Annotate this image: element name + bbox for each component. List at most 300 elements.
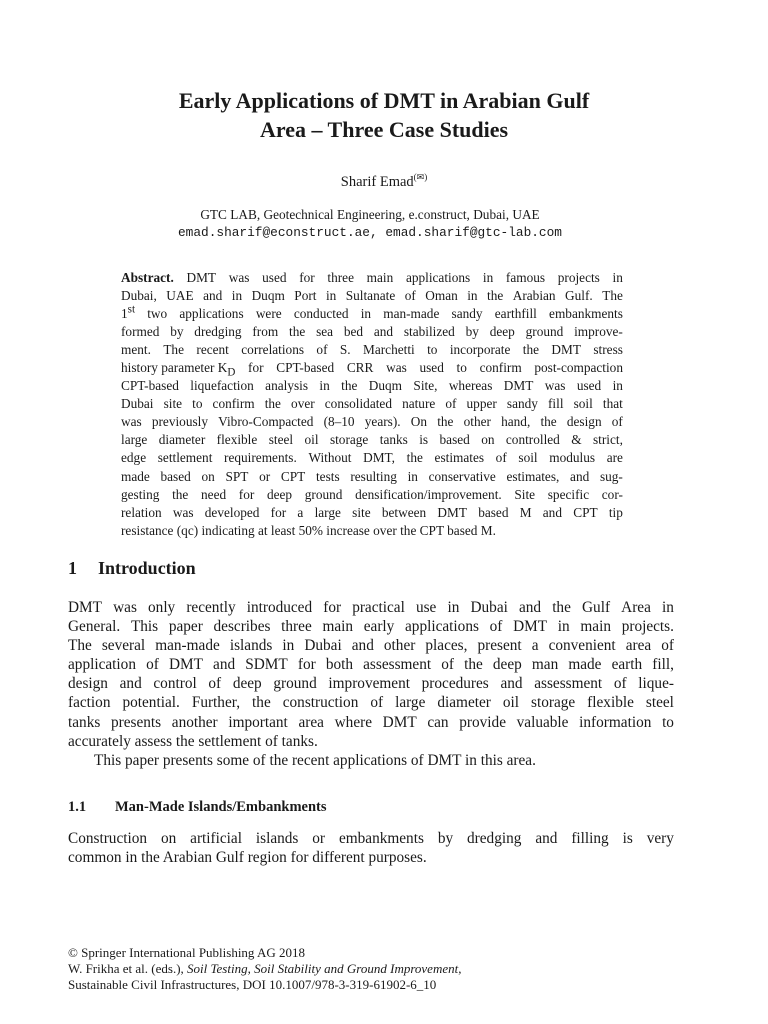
word: the	[464, 656, 483, 674]
word: correlations	[241, 342, 305, 358]
section-number: 1	[68, 558, 77, 578]
word: in	[282, 637, 295, 655]
word: flexible	[587, 694, 634, 712]
footer-citation	[68, 945, 461, 992]
word: deep	[232, 675, 262, 693]
word: and	[351, 637, 374, 655]
word: gesting	[121, 486, 160, 502]
word: Arabian	[512, 288, 556, 304]
word: and	[203, 288, 223, 304]
word: relation	[121, 504, 162, 520]
word: on	[160, 830, 177, 847]
word: The	[602, 288, 623, 304]
word: islands	[255, 830, 299, 847]
word: projects.	[621, 618, 674, 636]
word: in	[231, 288, 243, 304]
word: nature	[402, 396, 436, 412]
abstract-line	[121, 377, 623, 395]
word: in	[407, 468, 418, 484]
section-heading-introduction	[68, 558, 196, 579]
word: requirements.	[224, 450, 297, 466]
word: CPT-based	[276, 360, 335, 376]
word: settlement	[157, 450, 213, 466]
word: for	[248, 360, 264, 376]
word: stabilized	[403, 324, 455, 340]
word: assessment	[534, 675, 603, 693]
author-line	[0, 174, 768, 191]
abstract-line	[121, 413, 623, 431]
word: are	[606, 450, 623, 466]
word: and	[542, 504, 562, 520]
abstract	[121, 269, 623, 540]
word: Dubai	[470, 599, 508, 616]
word: based	[439, 432, 470, 448]
word: design	[566, 414, 602, 430]
word: in	[662, 599, 674, 616]
word: and	[535, 830, 558, 847]
word: sea	[316, 324, 334, 340]
word: estimates	[434, 450, 485, 466]
word: practical	[352, 599, 405, 616]
word: Without	[308, 450, 352, 466]
author-name: Sharif Emad	[340, 174, 414, 190]
body-text: accurately assess the settlement of tanks.	[68, 732, 318, 750]
word: area	[625, 637, 652, 655]
ordinal-number: 1	[121, 306, 128, 322]
word: earth	[611, 656, 643, 674]
word: SDMT	[245, 656, 288, 674]
word: conducted	[293, 306, 349, 322]
word: used	[419, 360, 444, 376]
word: artificial	[190, 830, 242, 847]
word: for	[238, 486, 255, 502]
word: and	[518, 599, 542, 616]
word: Port	[294, 288, 317, 304]
word: DMT	[513, 618, 548, 636]
word: introduced	[246, 599, 313, 616]
word: the	[406, 450, 423, 466]
word: tip	[608, 504, 623, 520]
word: were	[255, 306, 282, 322]
word: procedures	[421, 675, 489, 693]
introduction-body	[68, 598, 674, 770]
word: sandy	[451, 306, 483, 322]
abstract-line	[121, 359, 623, 377]
word: use	[415, 599, 437, 616]
word: controlled	[505, 432, 560, 448]
word: Area	[621, 599, 651, 616]
word: used	[576, 378, 602, 394]
word: strict,	[592, 432, 623, 448]
word: confirm	[212, 396, 255, 412]
word: several	[101, 637, 146, 655]
author-emails[interactable]: emad.sharif@econstruct.ae, emad.sharif@gtc-lab.com	[178, 225, 562, 240]
word: both	[325, 656, 354, 674]
word: assessment	[363, 656, 432, 674]
word: was	[121, 414, 142, 430]
word: The	[68, 637, 92, 655]
word: of	[208, 675, 222, 693]
word: analysis	[265, 378, 309, 394]
word: in	[360, 306, 372, 322]
word: ground	[304, 486, 343, 502]
abstract-line	[121, 486, 623, 504]
word: or	[259, 468, 271, 484]
body-line	[68, 751, 674, 770]
word: construction	[282, 694, 359, 712]
word: deep	[492, 656, 522, 674]
body-text: This paper presents some of the recent applications of DMT in this area.	[94, 751, 536, 769]
word: ment.	[121, 342, 151, 358]
word: Construction	[68, 830, 148, 847]
word: of	[445, 396, 457, 412]
abstract-line	[121, 287, 623, 305]
word: tanks	[68, 713, 101, 731]
word: main	[580, 618, 611, 636]
word: oil	[502, 694, 520, 712]
word: recently	[186, 599, 236, 616]
word: specific	[547, 486, 590, 502]
word: potential.	[122, 694, 180, 712]
word: other	[383, 637, 416, 655]
word: edge	[121, 450, 147, 466]
word: provide	[459, 713, 506, 731]
word: On	[410, 414, 428, 430]
abstract-line	[121, 305, 623, 323]
subsection-number: 1.1	[68, 799, 87, 815]
body-line	[68, 693, 674, 712]
word: in	[482, 270, 494, 285]
word: the	[341, 378, 358, 394]
citation-line	[68, 961, 461, 977]
word: over	[291, 396, 315, 412]
word: where	[334, 713, 372, 731]
word: three	[327, 270, 354, 285]
word: and	[373, 324, 394, 340]
word: consolidated	[324, 396, 392, 412]
word: famous	[505, 270, 546, 285]
word: present	[477, 637, 522, 655]
word: used	[262, 270, 287, 285]
word: incorporate	[449, 342, 511, 358]
word: Dubai	[304, 637, 342, 655]
word: confirm	[479, 360, 522, 376]
word: by	[437, 830, 454, 847]
word: post-compaction	[534, 360, 623, 376]
word: was	[228, 270, 250, 285]
word: Dubai	[121, 396, 154, 412]
word: hand,	[501, 414, 531, 430]
word: Sultanate	[345, 288, 396, 304]
word: was	[544, 378, 566, 394]
word: and	[500, 675, 523, 693]
abstract-text-prefix	[121, 305, 135, 323]
body-line	[68, 732, 674, 751]
word: for	[297, 656, 316, 674]
word: improvement	[328, 675, 410, 693]
word: the	[289, 324, 306, 340]
word: of	[495, 450, 507, 466]
word: two	[147, 306, 168, 322]
word: CPT-based	[121, 378, 179, 394]
citation-editors: W. Frikha et al. (eds.),	[68, 960, 188, 976]
citation-book-title: Soil Testing, Soil Stability and Ground Improvement	[187, 960, 459, 976]
word: DMT	[186, 270, 217, 285]
word: between	[381, 504, 427, 520]
word: site	[163, 396, 183, 412]
word: Gulf.	[565, 288, 593, 304]
word: by	[465, 324, 479, 340]
word: upper	[466, 396, 497, 412]
word: stress	[593, 342, 623, 358]
word: control	[153, 675, 197, 693]
word: in	[467, 288, 478, 304]
word: of	[370, 694, 384, 712]
abstract-line	[121, 341, 623, 359]
kd-subscript: D	[227, 366, 236, 379]
word: DMT	[382, 713, 417, 731]
word: important	[228, 713, 288, 731]
word: application	[68, 656, 136, 674]
abstract-line	[121, 323, 623, 341]
word: DMT	[168, 656, 203, 674]
word: only	[148, 599, 176, 616]
word: densification/improvement.	[355, 486, 502, 502]
corresponding-author-mail-icon[interactable]: (✉)	[413, 172, 428, 183]
word: valuable	[516, 713, 569, 731]
body-line	[68, 848, 674, 867]
word: oil	[304, 432, 319, 448]
word: dredging	[194, 324, 242, 340]
word: General.	[68, 618, 121, 636]
word: of	[404, 288, 416, 304]
word: DMT	[551, 342, 581, 358]
word: of	[611, 414, 623, 430]
word: filling	[571, 830, 609, 847]
word: tests	[315, 468, 340, 484]
abstract-line	[121, 431, 623, 449]
kd-symbol: history parameter K	[121, 360, 228, 376]
word: soil	[573, 396, 593, 412]
word: storage	[531, 694, 576, 712]
ordinal-suffix: st	[127, 303, 136, 316]
paper-title	[90, 86, 678, 144]
word: estimates,	[506, 468, 560, 484]
abstract-line	[121, 504, 623, 522]
word: flexible	[216, 432, 258, 448]
word: modulus	[549, 450, 596, 466]
word: the	[487, 288, 504, 304]
word: sandy	[506, 396, 538, 412]
abstract-text-prefix	[121, 359, 235, 377]
word: Duqm	[368, 378, 403, 394]
subsection-body	[68, 829, 674, 867]
word: to	[427, 342, 438, 358]
word: conservative	[428, 468, 496, 484]
title-line-1: Early Applications of DMT in Arabian Gulf	[178, 88, 590, 113]
word: was	[113, 599, 137, 616]
word: earthfill	[494, 306, 537, 322]
word: applications	[179, 306, 244, 322]
word: recent	[196, 342, 229, 358]
word: man-made	[155, 637, 220, 655]
abstract-line	[121, 395, 623, 413]
body-line	[68, 617, 674, 636]
word: made	[568, 656, 602, 674]
word: the	[522, 342, 540, 358]
word: of	[316, 342, 328, 358]
affiliation-block	[0, 206, 740, 242]
word: from	[252, 324, 279, 340]
word: SPT	[225, 468, 249, 484]
word: design	[68, 675, 108, 693]
body-line	[68, 655, 674, 674]
word: Site	[514, 486, 536, 502]
affiliation-org: GTC LAB, Geotechnical Engineering, e.construct, Dubai, UAE	[200, 207, 540, 222]
copyright-line: © Springer International Publishing AG 2018	[68, 945, 305, 960]
word: lique-	[638, 675, 674, 693]
section-title: Introduction	[98, 558, 196, 578]
word: fill	[548, 396, 564, 412]
word: is	[622, 830, 633, 847]
word: on	[201, 468, 215, 484]
word: in	[319, 378, 330, 394]
word: on	[481, 432, 495, 448]
word: to	[456, 360, 467, 376]
word: in	[612, 270, 623, 285]
word: was	[172, 504, 194, 520]
word: describes	[213, 618, 271, 636]
word: diameter	[158, 432, 206, 448]
word: bed	[343, 324, 364, 340]
word: S.	[339, 342, 351, 358]
word: based	[478, 504, 509, 520]
word: liquefaction	[190, 378, 254, 394]
word: DMT,	[363, 450, 396, 466]
word: DMT	[68, 599, 102, 616]
word: early	[363, 618, 395, 636]
word: M	[519, 504, 532, 520]
word: islands	[229, 637, 273, 655]
word: the	[552, 599, 571, 616]
word: main	[322, 618, 354, 636]
word: of	[146, 656, 159, 674]
word: that	[602, 396, 623, 412]
word: a	[297, 504, 304, 520]
word: Dubai,	[121, 288, 157, 304]
word: the	[252, 694, 271, 712]
word: man	[531, 656, 559, 674]
word: Further,	[191, 694, 241, 712]
word: the	[172, 486, 189, 502]
word: fill,	[652, 656, 674, 674]
word: DMT	[503, 378, 534, 394]
word: need	[201, 486, 227, 502]
word: of	[613, 675, 627, 693]
word: dredging	[467, 830, 522, 847]
word: was	[386, 360, 407, 376]
word: Oman	[425, 288, 458, 304]
word: for	[323, 599, 342, 616]
word: applications	[405, 618, 479, 636]
body-line	[68, 713, 674, 732]
word: three	[281, 618, 312, 636]
word: the	[264, 396, 281, 412]
word: ground	[273, 675, 317, 693]
word: cor-	[601, 486, 623, 502]
body-line	[68, 674, 674, 693]
word: deep	[266, 486, 293, 502]
word: formed	[121, 324, 160, 340]
word: Duqm	[251, 288, 285, 304]
word: man-made	[383, 306, 440, 322]
word: paper	[168, 618, 203, 636]
word: very	[646, 830, 674, 847]
word: CRR	[346, 360, 374, 376]
subsection-heading-man-made-islands	[68, 799, 327, 816]
word: previously	[151, 414, 208, 430]
word: the	[437, 414, 454, 430]
subsection-title: Man-Made Islands/Embankments	[115, 799, 327, 815]
citation-comma: ,	[458, 960, 462, 976]
word: made	[121, 468, 150, 484]
word: tanks	[379, 432, 408, 448]
word: resulting	[350, 468, 397, 484]
word: in	[557, 618, 570, 636]
word: UAE	[166, 288, 194, 304]
word: embankments	[549, 306, 623, 322]
abstract-line	[121, 522, 623, 540]
word: CPT	[573, 504, 598, 520]
word: convenient	[548, 637, 616, 655]
word: diameter	[437, 694, 491, 712]
word: storage	[329, 432, 369, 448]
doi-line[interactable]: Sustainable Civil Infrastructures, DOI 10.1007/978-3-319-61902-6_10	[68, 976, 437, 992]
word: information	[579, 713, 652, 731]
abstract-line	[121, 269, 623, 287]
abstract-label: Abstract.	[121, 270, 174, 285]
word: of	[661, 637, 674, 655]
word: in	[447, 599, 460, 616]
abstract-line	[121, 449, 623, 467]
word: can	[427, 713, 449, 731]
word: &	[571, 432, 582, 448]
word: to	[192, 396, 203, 412]
word: of	[489, 618, 503, 636]
word: ground	[525, 324, 564, 340]
word: DMT	[437, 504, 467, 520]
word: for	[270, 504, 287, 520]
body-line	[68, 829, 674, 848]
word: or	[312, 830, 326, 847]
word: large	[395, 694, 426, 712]
word: Marchetti	[363, 342, 415, 358]
word: (8–10	[323, 414, 355, 430]
word: to	[662, 713, 674, 731]
word: based	[160, 468, 191, 484]
word: and	[119, 675, 142, 693]
body-line	[68, 636, 674, 655]
word: main	[366, 270, 394, 285]
word: sug-	[599, 468, 623, 484]
word: in	[325, 288, 337, 304]
word: places,	[425, 637, 468, 655]
word: other	[463, 414, 491, 430]
word: years).	[364, 414, 401, 430]
word: by	[170, 324, 184, 340]
word: steel	[268, 432, 294, 448]
body-text: common in the Arabian Gulf region for different purposes.	[68, 849, 427, 867]
